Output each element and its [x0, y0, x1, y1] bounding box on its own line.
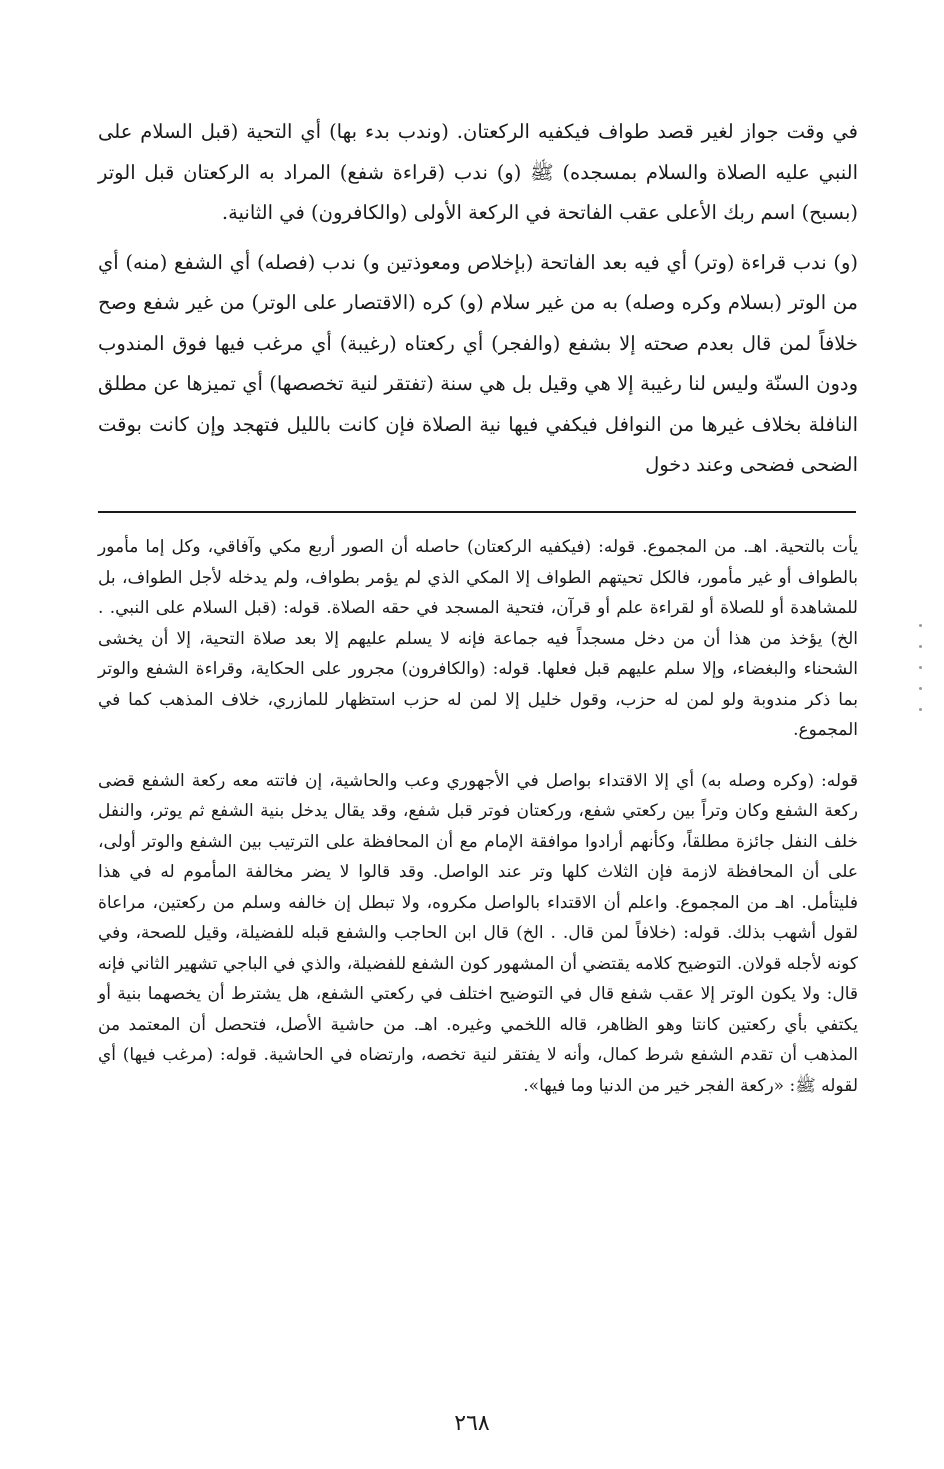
footnote-paragraph-2: قوله: (وكره وصله به) أي إلا الاقتداء بواصل في الأجهوري وعب والحاشية، إن فاتته معه ركعة الشفع قضى ركعة الشفع وكان وتراً بين ركعتي شفع، وركعتان فوتر قبل شفع، وقد يقال يدخل بنية الشفع ثم يوتر، والنفل خلف النفل جائزة مطلقاً، وكأنهم أرادوا موافقة الإمام مع أن المحافظة على الترتيب بين الشفع والوتر أولى، على أن المحافظة لازمة فإن الثلاث كلها وتر عند الواصل. وقد قالوا لا يضر مخالفة المأموم له في هذا فليتأمل. اهـ من المجموع. واعلم أن الاقتداء بالواصل مكروه، ولا تبطل إن خالفه وسلم من ركعتين، مراعاة لقول أشهب بذلك. قوله: (خلافاً لمن قال. . الخ) قال ابن الحاجب والشفع قبله للفضيلة، وقيل للصحة، وفي كونه لأجله قولان. التوضيح كلامه يقتضي أن المشهور كون الشفع للفضيلة، والذي في الباجي تشهير الثاني فإنه قال: ولا يكون الوتر إلا عقب شفع قال في التوضيح اختلف في ركعتي الشفع، هل يشترط أن يخصهما بنية أو يكتفي بأي ركعتين كانتا وهو الظاهر، قاله اللخمي وغيره. اهـ. من حاشية الأصل، فتحصل أن المعتمد من المذهب أن تقدم الشفع شرط كمال، وأنه لا يفتقر لنية تخصه، وارتضاه في الحاشية. قوله: (مرغب فيها) أي لقوله ﷺ: «ركعة الفجر خير من الدنيا وما فيها».: [98, 770, 858, 1096]
main-text: [98, 112, 858, 486]
main-paragraph-2: (و) ندب قراءة (وتر) أي فيه بعد الفاتحة (بإخلاص ومعوذتين و) ندب (فصله) أي الشفع (منه) أي من الوتر (بسلام وكره وصله) به من غير سلام (و) كره (الاقتصار على الوتر) من غير شفع وصح خلافاً لمن قال بعدم صحته إلا بشفع (والفجر) أي ركعتاه (رغيبة) أي مرغب فيها فوق المندوب ودون السنّة وليس لنا رغيبة إلا هي وقيل بل هي سنة (تفتقر لنية تخصصها) أي تميزها عن مطلق النافلة بخلاف غيرها من النوافل فيكفي فيها نية الصلاة فإن كانت بالليل فتهجد وإن كانت بوقت الضحى فضحى وعند دخول: [98, 250, 858, 476]
footnotes: [98, 532, 858, 1101]
footnote-paragraph-1: يأت بالتحية. اهـ. من المجموع. قوله: (فيكفيه الركعتان) حاصله أن الصور أربع مكي وآفاقي، وكل إما مأمور بالطواف أو غير مأمور، فالكل تحيتهم الطواف إلا المكي الذي لم يؤمر بطواف، ولم يدخله لأجل الطواف، بل للمشاهدة أو للصلاة أو لقراءة علم أو قرآن، فتحية المسجد في حقه الصلاة. قوله: (قبل السلام على النبي. . الخ) يؤخذ من هذا أن من دخل مسجداً فيه جماعة فإنه لا يسلم عليهم إلا بعد صلاة التحية، إلا أن يخشى الشحناء والبغضاء، وإلا سلم عليهم قبل فعلها. قوله: (والكافرون) مجرور على الحكاية، وقراءة الشفع والوتر بما ذكر مندوبة ولو لمن له حزب، وقول خليل إلا لمن له حزب استظهار للمازري، خلاف المذهب كما في المجموع.: [98, 537, 858, 740]
footnote-separator: [98, 511, 856, 513]
main-paragraph-1: في وقت جواز لغير قصد طواف فيكفيه الركعتان. (وندب بدء بها) أي التحية (قبل السلام على النبي عليه الصلاة والسلام بمسجده) ﷺ (و) ندب (قراءة شفع) المراد به الركعتان قبل الوتر (بسبح) اسم ربك الأعلى عقب الفاتحة في الركعة الأولى (والكافرون) في الثانية.: [98, 120, 858, 224]
scan-margin-marks: [918, 624, 924, 744]
page-number: ٢٦٨: [454, 1411, 490, 1436]
